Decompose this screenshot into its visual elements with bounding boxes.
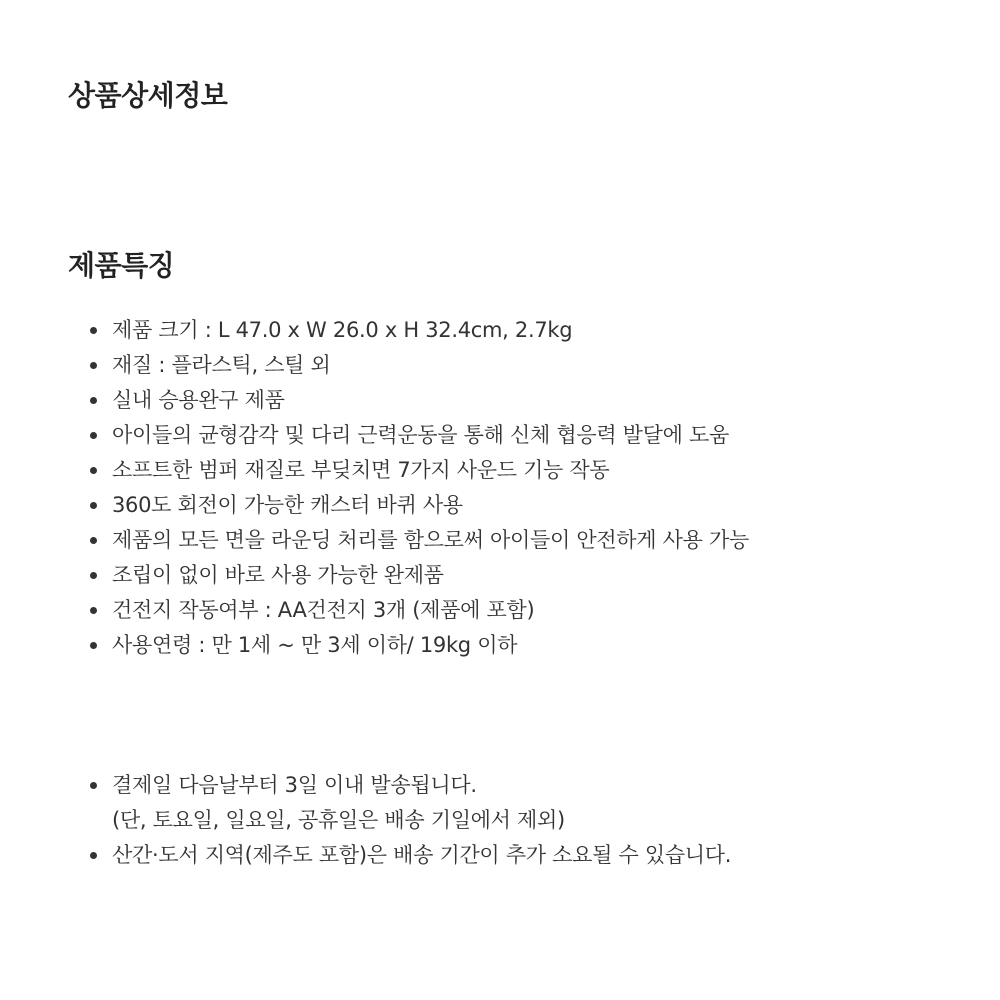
bullet-dot-icon: [90, 607, 97, 614]
bullet-dot-icon: [90, 397, 97, 404]
list-item: [112, 768, 731, 838]
bullet-dot-icon: [90, 327, 97, 334]
feature-list: [112, 313, 749, 663]
feature-item-indoor: 실내 승용완구 제품: [112, 388, 285, 412]
list-item: [112, 313, 749, 348]
bullet-dot-icon: [90, 537, 97, 544]
bullet-dot-icon: [90, 467, 97, 474]
feature-item-balance: 아이들의 균형감각 및 다리 근력운동을 통해 신체 협응력 발달에 도움: [112, 423, 729, 447]
list-item: [112, 838, 731, 873]
list-item: [112, 628, 749, 663]
bullet-dot-icon: [90, 362, 97, 369]
feature-item-no-assembly: 조립이 없이 바로 사용 가능한 완제품: [112, 563, 444, 587]
bullet-dot-icon: [90, 782, 97, 789]
feature-item-age: 사용연령 : 만 1세 ~ 만 3세 이하/ 19kg 이하: [112, 633, 518, 657]
feature-item-bumper-sound: 소프트한 범퍼 재질로 부딪치면 7가지 사운드 기능 작동: [112, 458, 610, 482]
shipping-info-list: [112, 768, 731, 873]
bullet-dot-icon: [90, 502, 97, 509]
shipping-dispatch-notice: 결제일 다음날부터 3일 이내 발송됩니다.: [112, 773, 477, 797]
list-item: [112, 593, 749, 628]
feature-item-material: 재질 : 플라스틱, 스틸 외: [112, 353, 331, 377]
list-item: [112, 418, 749, 453]
list-item: [112, 348, 749, 383]
list-item: [112, 523, 749, 558]
bullet-dot-icon: [90, 852, 97, 859]
shipping-remote-area-notice: 산간·도서 지역(제주도 포함)은 배송 기간이 추가 소요될 수 있습니다.: [112, 843, 732, 867]
list-item: [112, 558, 749, 593]
feature-item-battery: 건전지 작동여부 : AA건전지 3개 (제품에 포함): [112, 598, 535, 622]
product-detail-heading: 상품상세정보: [68, 79, 228, 112]
list-item: [112, 488, 749, 523]
bullet-dot-icon: [90, 432, 97, 439]
feature-item-rounding: 제품의 모든 면을 라운딩 처리를 함으로써 아이들이 안전하게 사용 가능: [112, 528, 749, 552]
list-item: [112, 383, 749, 418]
bullet-dot-icon: [90, 572, 97, 579]
bullet-dot-icon: [90, 642, 97, 649]
product-features-heading: 제품특징: [68, 249, 175, 282]
feature-item-caster: 360도 회전이 가능한 캐스터 바퀴 사용: [112, 493, 463, 517]
feature-item-size: 제품 크기 : L 47.0 x W 26.0 x H 32.4cm, 2.7kg: [112, 318, 573, 342]
shipping-exclusion-note: (단, 토요일, 일요일, 공휴일은 배송 기일에서 제외): [112, 808, 565, 832]
list-item: [112, 453, 749, 488]
